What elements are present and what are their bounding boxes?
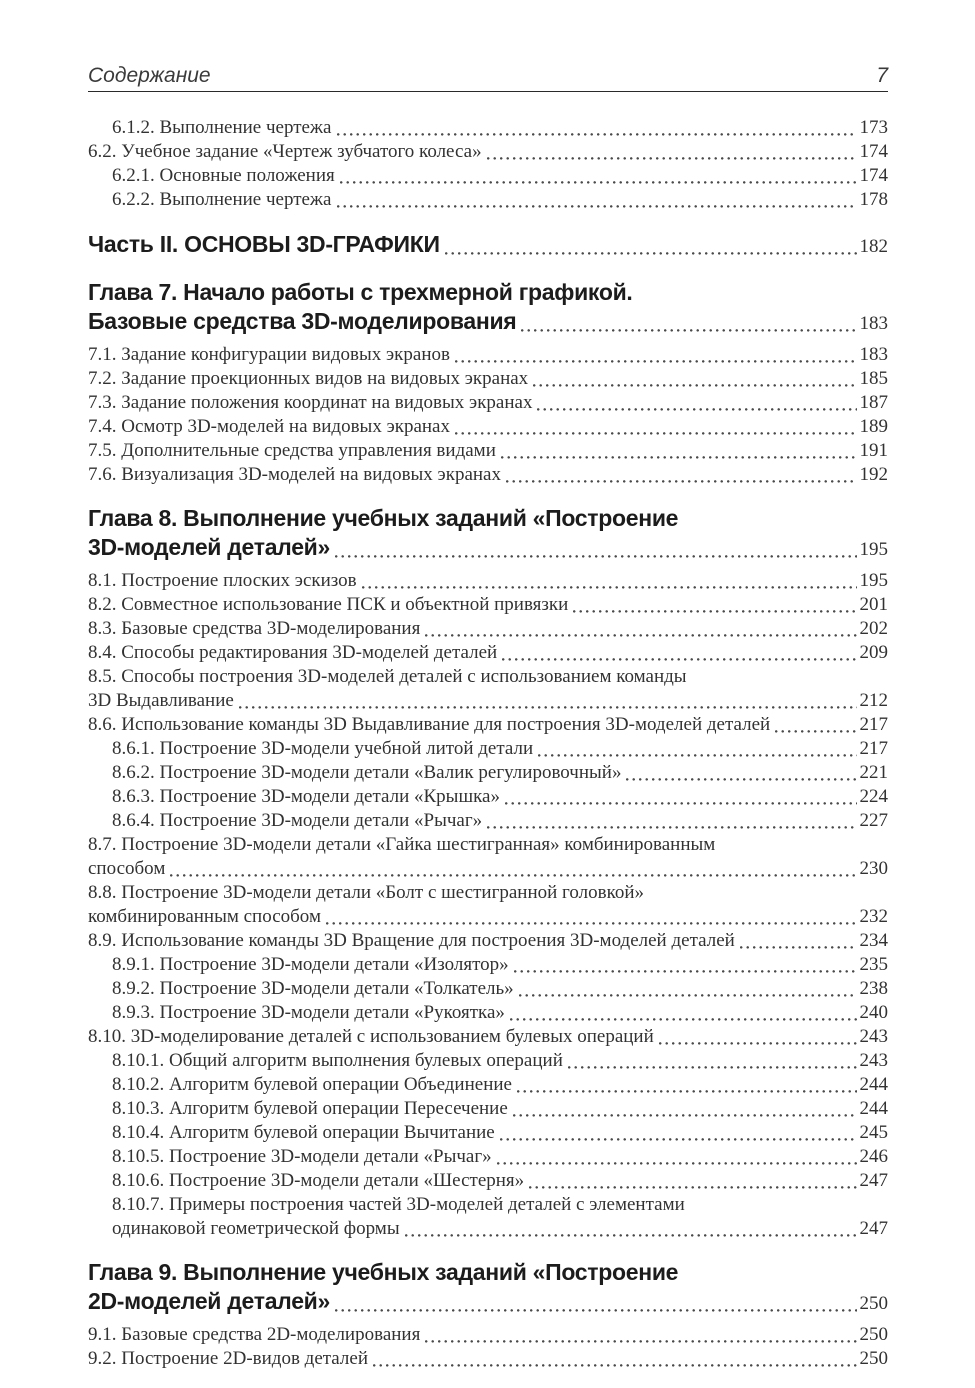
toc-entry-row	[88, 785, 888, 809]
toc-entry-text: 9.1. Базовые средства 2D-моделирования	[88, 1324, 421, 1345]
toc-entry-text: 8.10.6. Построение 3D-модели детали «Шестерня»	[112, 1170, 525, 1191]
toc-entry-row	[88, 307, 888, 338]
toc-page-number: 234	[859, 930, 888, 951]
toc-entry-text: 6.1.2. Выполнение чертежа	[112, 117, 332, 138]
toc-page-number: 178	[859, 189, 888, 210]
toc-entry	[88, 504, 888, 564]
toc-entry-text: 7.2. Задание проекционных видов на видовых экранах	[88, 368, 529, 389]
toc-page-number: 235	[859, 954, 888, 975]
toc-entry-text: 7.6. Визуализация 3D-моделей на видовых экранах	[88, 464, 501, 485]
toc-entry-text: 8.8. Построение 3D-модели детали «Болт с шестигранной головкой»	[88, 882, 645, 903]
toc-entry-text: способом	[88, 858, 166, 879]
toc-page-number: 243	[859, 1026, 888, 1047]
toc-entry-text: 8.9.2. Построение 3D-модели детали «Толкатель»	[112, 978, 514, 999]
toc-entry-text: 8.3. Базовые средства 3D-моделирования	[88, 618, 421, 639]
toc-entry-row	[88, 1049, 888, 1073]
toc-page-number: 212	[859, 690, 888, 711]
toc-page-number: 201	[859, 594, 888, 615]
toc-entry-row	[88, 278, 888, 307]
toc-page-number: 250	[859, 1324, 888, 1345]
toc-page-number: 247	[859, 1218, 888, 1239]
toc-entry	[88, 463, 888, 487]
dot-leader	[326, 922, 857, 925]
toc-page-number: 187	[859, 392, 888, 413]
toc-entry-text: 8.9. Использование команды 3D Вращение для построения 3D-моделей деталей	[88, 930, 735, 951]
toc-entry-text: 8.9.1. Построение 3D-модели детали «Изолятор»	[112, 954, 509, 975]
toc-entry-row	[88, 1287, 888, 1318]
toc-entry-text: Глава 7. Начало работы с трехмерной графикой.	[88, 279, 633, 305]
dot-leader	[521, 329, 856, 332]
toc-page-number: 245	[859, 1122, 888, 1143]
toc-page-number: 244	[859, 1074, 888, 1095]
page-header	[88, 0, 888, 88]
toc-entry-text: 8.6. Использование команды 3D Выдавливание для построения 3D-моделей деталей	[88, 714, 771, 735]
dot-leader	[445, 252, 857, 255]
toc-entry	[88, 1145, 888, 1169]
toc-entry-text: 8.2. Совместное использование ПСК и объектной привязки	[88, 594, 569, 615]
toc-entry-row	[88, 593, 888, 617]
toc-entry-row	[88, 116, 888, 140]
dot-leader	[487, 157, 857, 160]
toc-entry-row	[88, 665, 888, 689]
dot-leader	[502, 658, 856, 661]
toc-entry	[88, 1347, 888, 1371]
dot-leader	[170, 874, 856, 877]
toc-entry-row	[88, 164, 888, 188]
dot-leader	[497, 1162, 857, 1165]
toc-entry-row	[88, 833, 888, 857]
toc-entry-row	[88, 569, 888, 593]
toc-page-number: 250	[859, 1293, 888, 1314]
toc-entry	[88, 809, 888, 833]
dot-leader	[519, 994, 857, 997]
toc-entry	[88, 881, 888, 929]
toc-entry	[88, 641, 888, 665]
toc-entry-text: 6.2.1. Основные положения	[112, 165, 335, 186]
toc-entry	[88, 1193, 888, 1241]
toc-page-number: 189	[859, 416, 888, 437]
toc-entry-text: 3D Выдавливание	[88, 690, 234, 711]
dot-leader	[340, 181, 857, 184]
toc-entry-row	[88, 1001, 888, 1025]
toc-entry	[88, 116, 888, 140]
toc-entry-text: 6.2.2. Выполнение чертежа	[112, 189, 332, 210]
toc-page-number: 246	[859, 1146, 888, 1167]
toc-page-number: 238	[859, 978, 888, 999]
toc-entry	[88, 737, 888, 761]
dot-leader	[510, 1018, 857, 1021]
toc-entry-row	[88, 1217, 888, 1241]
toc-entry	[88, 343, 888, 367]
toc-entry	[88, 1025, 888, 1049]
toc-entry	[88, 593, 888, 617]
toc-entry-text: 8.10.3. Алгоритм булевой операции Пересечение	[112, 1098, 508, 1119]
toc-page-number: 227	[859, 810, 888, 831]
running-title: Содержание	[88, 64, 211, 87]
toc-entry-text: 7.5. Дополнительные средства управления видами	[88, 440, 496, 461]
toc-entry-text: 8.10.1. Общий алгоритм выполнения булевых операций	[112, 1050, 563, 1071]
toc-entry-text: комбинированным способом	[88, 906, 321, 927]
toc-page-number: 185	[859, 368, 888, 389]
toc-entry-text: Часть II. ОСНОВЫ 3D-ГРАФИКИ	[88, 231, 440, 257]
dot-leader	[775, 730, 856, 733]
toc-entry-text: 8.9.3. Построение 3D-модели детали «Рукоятка»	[112, 1002, 505, 1023]
toc-entry-row	[88, 953, 888, 977]
toc-page-number: 232	[859, 906, 888, 927]
toc-entry-row	[88, 737, 888, 761]
toc-entry-row	[88, 881, 888, 905]
dot-leader	[362, 586, 857, 589]
toc-entry-row	[88, 188, 888, 212]
toc-page-number: 217	[859, 738, 888, 759]
toc-entry-text: 8.6.1. Построение 3D-модели учебной литой детали	[112, 738, 534, 759]
toc-entry-text: 8.6.2. Построение 3D-модели детали «Валик регулировочный»	[112, 762, 622, 783]
toc-page-number: 182	[859, 236, 888, 257]
toc-entry-text: 7.1. Задание конфигурации видовых экранов	[88, 344, 450, 365]
toc-page-number: 173	[859, 117, 888, 138]
page-content	[88, 0, 888, 1371]
toc-page-number: 183	[859, 313, 888, 334]
toc-entry-row	[88, 905, 888, 929]
toc-page-number: 217	[859, 714, 888, 735]
toc-entry	[88, 761, 888, 785]
toc-entry-text: 8.4. Способы редактирования 3D-моделей деталей	[88, 642, 498, 663]
dot-leader	[335, 1309, 856, 1312]
toc-entry-row	[88, 761, 888, 785]
toc-entry	[88, 1001, 888, 1025]
toc-entry	[88, 230, 888, 261]
toc-entry-row	[88, 230, 888, 261]
toc-entry-row	[88, 713, 888, 737]
toc-entry-text: 2D-моделей деталей»	[88, 1288, 331, 1314]
toc-entry-text: 8.1. Построение плоских эскизов	[88, 570, 357, 591]
dot-leader	[659, 1042, 857, 1045]
toc-entry-row	[88, 391, 888, 415]
toc-page-number: 243	[859, 1050, 888, 1071]
dot-leader	[568, 1066, 857, 1069]
toc-entry-text: Базовые средства 3D-моделирования	[88, 308, 517, 334]
toc-entry-row	[88, 689, 888, 713]
toc-page-number: 209	[859, 642, 888, 663]
toc-entry	[88, 929, 888, 953]
toc-entry-text: 8.5. Способы построения 3D-моделей деталей с использованием команды	[88, 666, 687, 687]
dot-leader	[455, 360, 857, 363]
dot-leader	[573, 610, 856, 613]
toc-page-number: 191	[859, 440, 888, 461]
dot-leader	[529, 1186, 856, 1189]
toc-entry-row	[88, 367, 888, 391]
toc-entry	[88, 415, 888, 439]
toc-entry-text: 8.6.3. Построение 3D-модели детали «Крышка»	[112, 786, 500, 807]
toc-entry-text: 8.6.4. Построение 3D-модели детали «Рычаг»	[112, 810, 483, 831]
toc-entry-text: 8.10.7. Примеры построения частей 3D-моделей деталей с элементами	[112, 1194, 685, 1215]
toc-page-number: 221	[859, 762, 888, 783]
toc-entry-row	[88, 415, 888, 439]
toc-entry-text: Глава 9. Выполнение учебных заданий «Построение	[88, 1259, 679, 1285]
toc-entry-row	[88, 1073, 888, 1097]
dot-leader	[505, 802, 857, 805]
toc-entry	[88, 1097, 888, 1121]
toc-page-number: 195	[859, 570, 888, 591]
toc-page-number: 224	[859, 786, 888, 807]
toc-entry	[88, 977, 888, 1001]
dot-leader	[514, 970, 857, 973]
toc-entry-text: одинаковой геометрической формы	[112, 1218, 400, 1239]
toc-entry-text: 8.10. 3D-моделирование деталей с использованием булевых операций	[88, 1026, 654, 1047]
toc-entry-text: 3D-моделей деталей»	[88, 534, 331, 560]
toc-entry-text: 7.4. Осмотр 3D-моделей на видовых экранах	[88, 416, 450, 437]
dot-leader	[740, 946, 857, 949]
dot-leader	[425, 634, 856, 637]
dot-leader	[533, 384, 856, 387]
toc-entry-row	[88, 533, 888, 564]
toc-entry-row	[88, 1097, 888, 1121]
toc-entry	[88, 1258, 888, 1318]
toc-entry-text: Глава 8. Выполнение учебных заданий «Построение	[88, 505, 679, 531]
toc-page-number: 174	[859, 141, 888, 162]
dot-leader	[501, 456, 857, 459]
toc-entry-text: 9.2. Построение 2D-видов деталей	[88, 1348, 368, 1369]
toc-page-number: 202	[859, 618, 888, 639]
toc-page-number: 247	[859, 1170, 888, 1191]
toc-entry-row	[88, 641, 888, 665]
dot-leader	[487, 826, 856, 829]
toc-entry	[88, 140, 888, 164]
toc-entry	[88, 164, 888, 188]
dot-leader	[537, 408, 856, 411]
toc-entry-row	[88, 1169, 888, 1193]
dot-leader	[239, 706, 857, 709]
toc-entry	[88, 833, 888, 881]
toc-page-number: 174	[859, 165, 888, 186]
toc-entry	[88, 785, 888, 809]
toc-entry-row	[88, 343, 888, 367]
toc-entry	[88, 1049, 888, 1073]
toc-entry-row	[88, 617, 888, 641]
toc-entry-row	[88, 1258, 888, 1287]
toc-page-number: 183	[859, 344, 888, 365]
dot-leader	[506, 480, 857, 483]
dot-leader	[425, 1340, 856, 1343]
toc-page-number: 230	[859, 858, 888, 879]
dot-leader	[373, 1364, 857, 1367]
toc-entry	[88, 1121, 888, 1145]
toc-entry-row	[88, 504, 888, 533]
toc-list	[88, 92, 888, 1371]
dot-leader	[337, 133, 857, 136]
toc-page-number: 195	[859, 539, 888, 560]
toc-page-number: 240	[859, 1002, 888, 1023]
toc-entry	[88, 367, 888, 391]
toc-entry	[88, 278, 888, 338]
toc-entry	[88, 665, 888, 713]
toc-entry	[88, 1073, 888, 1097]
toc-entry-row	[88, 857, 888, 881]
toc-entry-row	[88, 463, 888, 487]
toc-entry-text: 6.2. Учебное задание «Чертеж зубчатого колеса»	[88, 141, 482, 162]
dot-leader	[513, 1114, 857, 1117]
dot-leader	[335, 555, 856, 558]
dot-leader	[405, 1234, 857, 1237]
dot-leader	[337, 205, 857, 208]
toc-entry	[88, 953, 888, 977]
toc-entry-row	[88, 1145, 888, 1169]
dot-leader	[455, 432, 857, 435]
toc-entry-row	[88, 809, 888, 833]
toc-page-number: 192	[859, 464, 888, 485]
toc-entry	[88, 1169, 888, 1193]
toc-entry	[88, 569, 888, 593]
toc-entry-row	[88, 140, 888, 164]
dot-leader	[538, 754, 856, 757]
toc-entry-row	[88, 1193, 888, 1217]
header-page-number: 7	[876, 64, 888, 87]
toc-entry-row	[88, 929, 888, 953]
toc-entry	[88, 713, 888, 737]
toc-entry	[88, 617, 888, 641]
toc-entry	[88, 188, 888, 212]
toc-entry-row	[88, 1121, 888, 1145]
toc-entry-text: 8.10.2. Алгоритм булевой операции Объединение	[112, 1074, 512, 1095]
dot-leader	[517, 1090, 857, 1093]
toc-entry-text: 8.10.5. Построение 3D-модели детали «Рычаг»	[112, 1146, 492, 1167]
dot-leader	[500, 1138, 857, 1141]
toc-entry-row	[88, 977, 888, 1001]
toc-entry	[88, 391, 888, 415]
toc-entry-text: 8.7. Построение 3D-модели детали «Гайка шестигранная» комбинированным	[88, 834, 716, 855]
toc-entry-text: 8.10.4. Алгоритм булевой операции Вычитание	[112, 1122, 495, 1143]
toc-entry-text: 7.3. Задание положения координат на видовых экранах	[88, 392, 533, 413]
toc-entry-row	[88, 1347, 888, 1371]
toc-entry-row	[88, 1025, 888, 1049]
toc-entry-row	[88, 1323, 888, 1347]
toc-entry-row	[88, 439, 888, 463]
toc-entry	[88, 1323, 888, 1347]
toc-page-number: 250	[859, 1348, 888, 1369]
toc-entry	[88, 439, 888, 463]
toc-page-number: 244	[859, 1098, 888, 1119]
dot-leader	[626, 778, 856, 781]
